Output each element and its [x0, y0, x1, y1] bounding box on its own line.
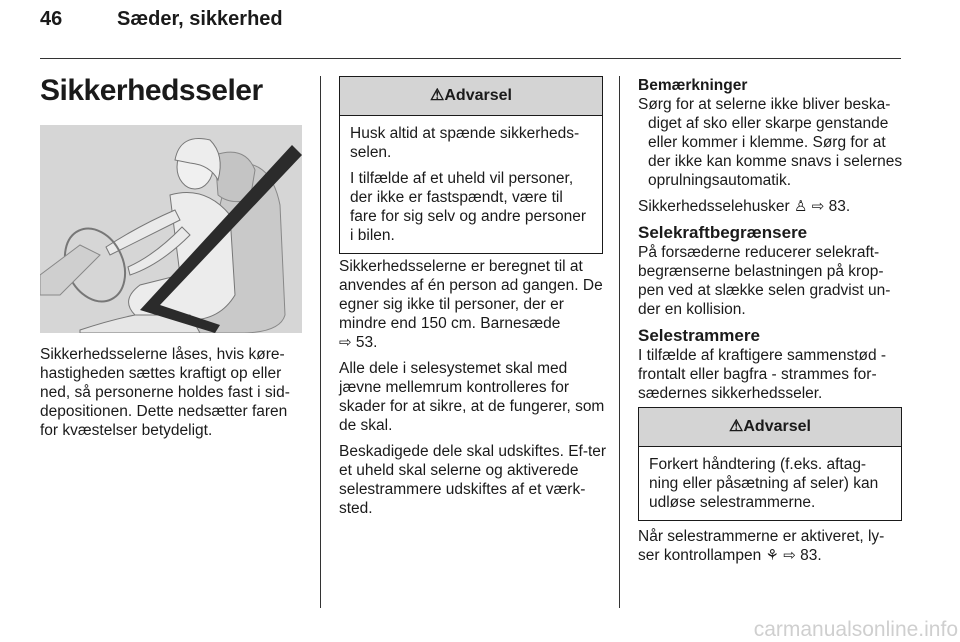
note-title: Bemærkninger: [638, 77, 748, 94]
header-rule: [40, 58, 901, 59]
usage-text: Sikkerhedsselerne er beregnet til at anvendes af én person ad gangen. De egner sig ikke til personer, der er mindre end 150 cm. Barnesæde: [339, 258, 603, 332]
column-divider-1: [320, 76, 321, 608]
warning-header: [639, 408, 901, 447]
warning-header: [340, 77, 602, 116]
lamp-line: [638, 527, 903, 565]
reminder-line: [638, 197, 903, 216]
seatbelt-illustration: [40, 125, 302, 333]
pretensioner-lamp-icon: ⚘: [765, 547, 779, 564]
intro-paragraph: Sikkerhedsselerne låses, hvis køre-hastigheden sættes kraftigt op eller ned, så personerne holdes fast i sid-depositionen. Dette nedsætter faren for kvæstelser betydeligt.: [40, 346, 290, 439]
warning-title: Advarsel: [444, 87, 512, 104]
page-ref[interactable]: 53.: [355, 334, 378, 351]
warning-text-1: Husk altid at spænde sikkerheds-selen.: [350, 125, 580, 161]
replacement-paragraph: Beskadigede dele skal udskiftes. Ef-ter et uheld skal selerne og aktiverede selestrammere udskiftes af et værk-sted.: [339, 443, 607, 517]
column-1: [40, 345, 305, 447]
warning-triangle-icon: ⚠: [430, 87, 445, 104]
page-reference-arrow-icon: ⇨: [783, 547, 796, 564]
reminder-ref[interactable]: 83.: [828, 198, 851, 215]
page-reference-arrow-icon: ⇨: [339, 334, 352, 351]
pretensioner-heading: Selestrammere: [638, 326, 760, 345]
page-heading: Sikkerhedsseler: [40, 74, 263, 107]
warning-body: [340, 116, 602, 253]
warning-box-1: [339, 76, 603, 254]
warning-title: Advarsel: [743, 418, 811, 435]
column-2: [339, 257, 607, 525]
warning-text: Forkert håndtering (f.eks. aftag-ning eller påsætning af seler) kan udløse selestrammerne.: [649, 456, 879, 511]
inspection-paragraph: Alle dele i selesystemet skal med jævne mellemrum kontrolleres for skader for at sikre, at de fungerer, som de skal.: [339, 360, 605, 434]
warning-body: [639, 447, 901, 520]
lamp-text: Når selestrammerne er aktiveret, ly-ser kontrollampen: [638, 528, 885, 564]
footer-watermark: carmanualsonline.info: [753, 618, 958, 641]
driver-with-seatbelt-icon: [40, 125, 302, 333]
page-reference-arrow-icon: ⇨: [811, 198, 825, 215]
column-3: [638, 76, 903, 410]
note-text: Sørg for at selerne ikke bliver beska-diget af sko eller skarpe genstande eller kommer i klemme. Sørg for at der ikke kan komme snavs i selernes oprulningsautomatik.: [638, 96, 903, 189]
lamp-ref[interactable]: 83.: [800, 547, 822, 564]
seatbelt-reminder-icon: ♙: [793, 198, 808, 215]
limiter-heading: Selekraftbegrænsere: [638, 223, 808, 242]
pretensioner-text: I tilfælde af kraftigere sammenstød - frontalt eller bagfra - strammes for-sædernes sikkerhedsseler.: [638, 347, 887, 402]
page-number: 46: [40, 8, 63, 30]
limiter-text: På forsæderne reducerer selekraft-begrænserne belastningen på krop-pen ved at slække selen gradvist un-der en kollision.: [638, 244, 891, 318]
warning-text-2: I tilfælde af et uheld vil personer, der ikke er fastspændt, være til fare for sig selv og andre personer i bilen.: [350, 170, 587, 244]
seatbelt-usage-paragraph: [339, 257, 607, 352]
warning-triangle-icon: ⚠: [729, 418, 744, 435]
final-paragraph: [638, 527, 903, 572]
reminder-text: Sikkerhedsselehusker: [638, 198, 790, 215]
warning-box-2: [638, 407, 902, 521]
column-divider-2: [619, 76, 620, 608]
section-title: Sæder, sikkerhed: [117, 8, 283, 30]
